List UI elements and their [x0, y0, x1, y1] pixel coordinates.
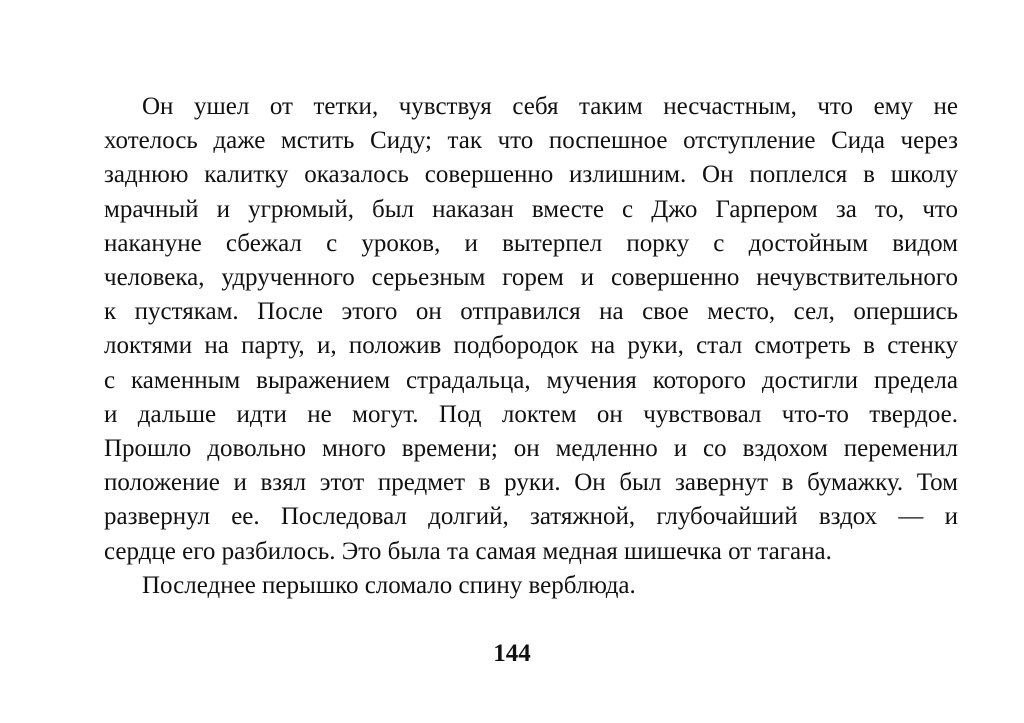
- text-line: развернул ее. Последовал долгий, затяжной, глубочайший вздох — и: [104, 503, 958, 531]
- text-line: к пустякам. После этого он отправился на свое место, сел, опершись: [104, 298, 958, 326]
- text-line: заднюю калитку оказалось совершенно излишним. Он поплелся в школу: [104, 161, 958, 189]
- text-line: Он ушел от тетки, чувствуя себя таким несчастным, что ему не: [142, 93, 958, 120]
- text-line: и дальше идти не могут. Под локтем он чувствовал что-то твердое.: [104, 400, 958, 428]
- text-line: мрачный и угрюмый, был наказан вместе с Джо Гарпером за то, что: [104, 195, 958, 223]
- text-line: хотелось даже мстить Сиду; так что поспешное отступление Сида через: [104, 127, 958, 155]
- body-text: [66, 90, 958, 603]
- paragraph-2: [66, 569, 958, 603]
- text-line: положение и взял этот предмет в руки. Он был завернут в бумажку. Том: [104, 469, 958, 497]
- text-line: сердце его разбилось. Это была та самая медная шишечка от тагана.: [104, 537, 832, 565]
- text-line: Последнее перышко сломало спину верблюда.: [142, 571, 636, 599]
- text-line: локтями на парту, и, положив подбородок на руки, стал смотреть в стенку: [104, 332, 958, 360]
- text-line: Прошло довольно много времени; он медленно и со вздохом переменил: [104, 435, 958, 463]
- page-number: 144: [493, 640, 531, 667]
- text-line: с каменным выражением страдальца, мучения которого достигли предела: [104, 366, 958, 394]
- text-line: человека, удрученного серьезным горем и совершенно нечувствительного: [104, 264, 958, 292]
- text-line: накануне сбежал с уроков, и вытерпел порку с достойным видом: [104, 229, 958, 257]
- paragraph-1: [66, 90, 958, 569]
